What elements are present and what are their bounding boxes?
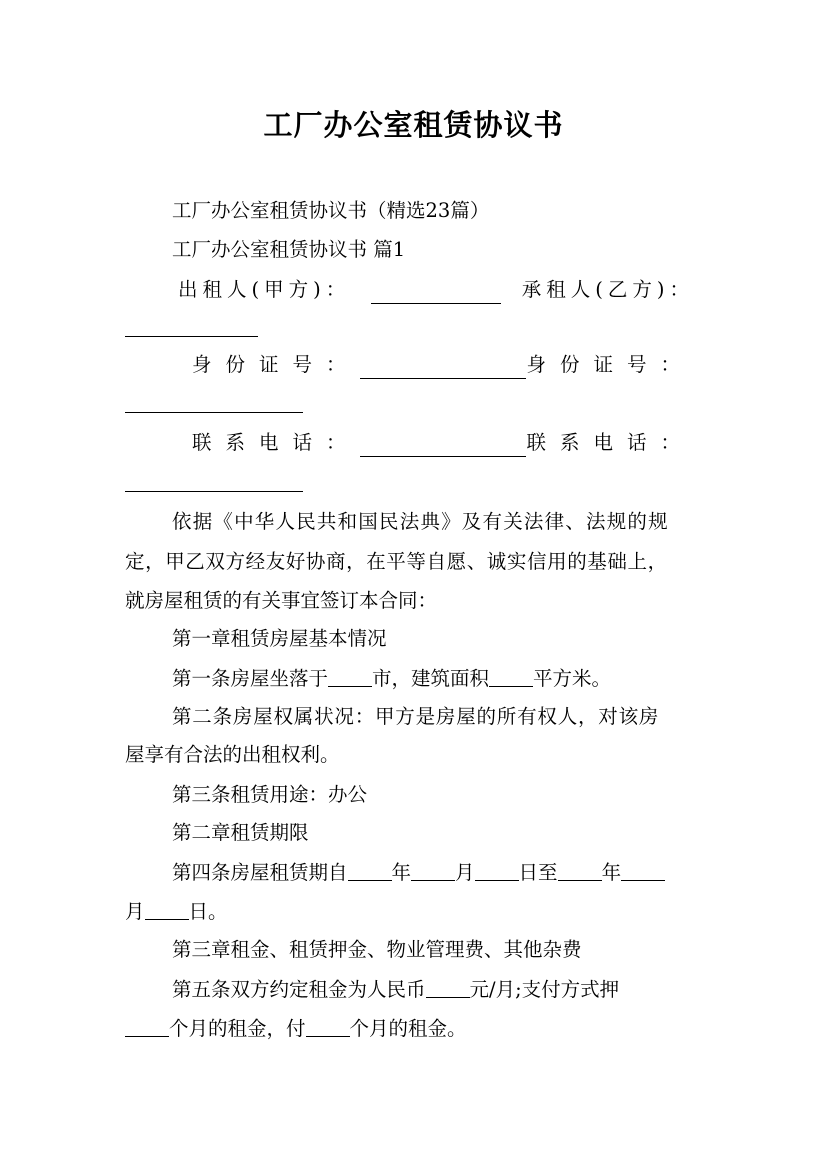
year-label: 年: [391, 861, 412, 884]
lessee-id-label: 身份证号：: [526, 353, 694, 376]
deposit-months-blank: [125, 1014, 169, 1037]
city-blank: [328, 664, 372, 687]
parties-row: [178, 276, 694, 304]
phone-row: [192, 429, 694, 457]
chapter-3-heading: 第三章租金、租赁押金、物业管理费、其他杂费: [172, 938, 582, 961]
chapter-2-heading: 第二章租赁期限: [172, 821, 309, 844]
lessee-id-blank: [125, 412, 303, 413]
article-5-text-c: 个月的租金，付: [169, 1017, 306, 1040]
end-year-label: 年: [601, 861, 622, 884]
article-5-text-a: 第五条双方约定租金为人民币: [172, 978, 426, 1001]
article-1-text-b: 市，建筑面积: [372, 667, 490, 690]
basis-paragraph-line-1: 依据《中华人民共和国民法典》及有关法律、法规的规: [172, 510, 669, 533]
day-to-label: 日至: [518, 861, 558, 884]
document-subtitle: 工厂办公室租赁协议书（精选23篇）: [172, 199, 490, 222]
document-title: 工厂办公室租赁协议书: [263, 108, 564, 142]
rent-blank: [426, 975, 470, 998]
article-3: 第三条租赁用途：办公: [172, 783, 368, 806]
article-1: [172, 664, 705, 693]
month-label: 月: [455, 861, 475, 884]
lessor-phone-blank: [360, 434, 526, 457]
lessor-blank: [371, 281, 501, 304]
lessor-phone-label: 联系电话：: [192, 431, 360, 454]
article-4-text-a: 第四条房屋租赁期自: [172, 861, 348, 884]
article-5-line-1: [172, 975, 705, 1004]
end-day-label: 日。: [188, 900, 228, 923]
end-year-blank: [558, 858, 602, 881]
basis-paragraph-line-3: 就房屋租赁的有关事宜签订本合同：: [125, 589, 438, 612]
lessor-label: 出租人(甲方)：: [178, 278, 351, 301]
article-1-text-a: 第一条房屋坐落于: [172, 667, 329, 690]
end-month-label: 月: [125, 900, 145, 923]
end-month-blank-a: [621, 858, 665, 881]
lessor-id-blank: [360, 356, 526, 379]
article-2-line-1: 第二条房屋权属状况：甲方是房屋的所有权人，对该房: [172, 705, 660, 728]
chapter-1-heading: 第一章租赁房屋基本情况: [172, 627, 387, 650]
id-row: [192, 351, 694, 379]
lessee-phone-label: 联系电话：: [526, 431, 694, 454]
article-2-line-2: 屋享有合法的出租权利。: [125, 743, 340, 766]
article-1-text-c: 平方米。: [533, 667, 612, 690]
section-heading: 工厂办公室租赁协议书 篇1: [172, 238, 406, 261]
start-year-blank: [348, 858, 392, 881]
start-month-blank: [411, 858, 455, 881]
basis-paragraph-line-2: 定，甲乙双方经友好协商，在平等自愿、诚实信用的基础上，: [125, 550, 668, 573]
article-4-line-2: [125, 897, 705, 926]
start-day-blank: [475, 858, 519, 881]
article-5-text-d: 个月的租金。: [349, 1017, 467, 1040]
article-5-text-b: 元/月;支付方式押: [469, 978, 620, 1001]
article-4-line-1: [172, 858, 705, 887]
end-day-blank: [145, 897, 189, 920]
article-5-line-2: [125, 1014, 705, 1043]
lessee-blank: [125, 336, 258, 337]
lessor-id-label: 身份证号：: [192, 353, 360, 376]
lessee-label: 承租人(乙方)：: [521, 278, 694, 301]
area-blank: [489, 664, 533, 687]
pay-months-blank: [306, 1014, 350, 1037]
lessee-phone-blank: [125, 491, 303, 492]
